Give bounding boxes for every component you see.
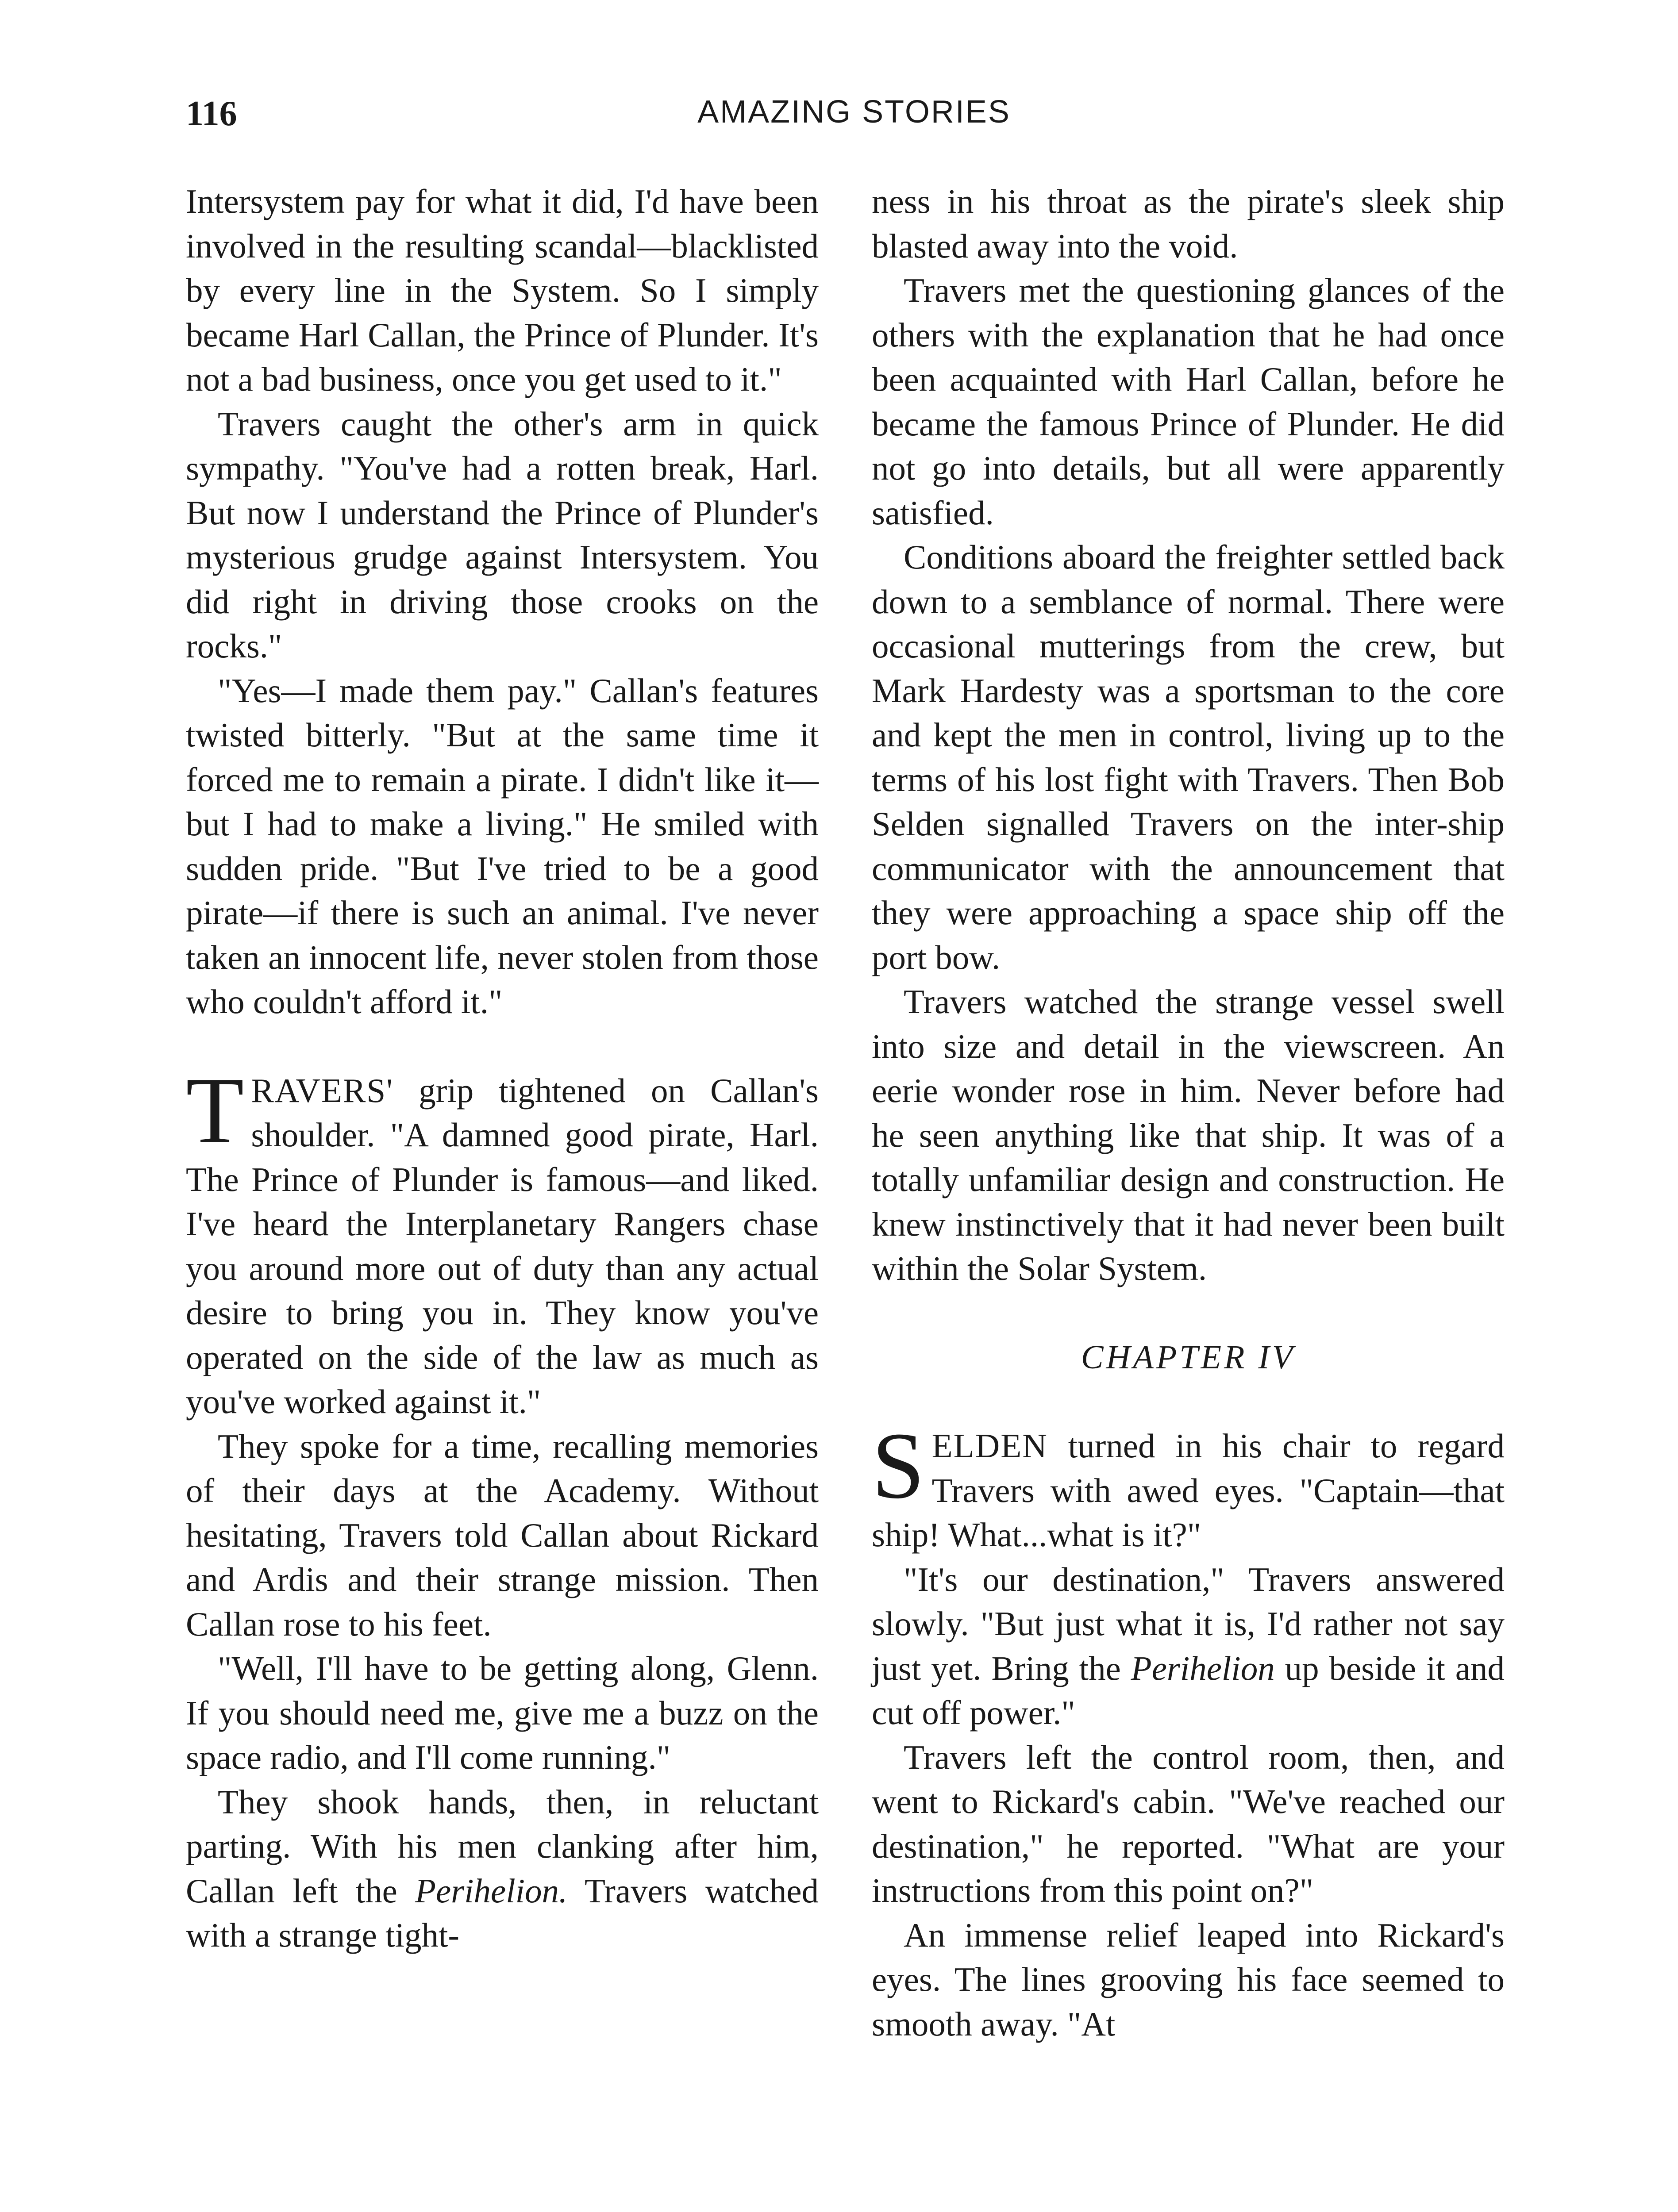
paragraph: They spoke for a time, recalling memories of their days at the Academy. Without hesitating, Travers told Callan about Rickard and Ardis and their strange mission. Then Callan rose to his feet. (186, 1427, 819, 1643)
paragraph-with-drop-cap (872, 1413, 1505, 1557)
paragraph: ness in his throat as the pirate's sleek ship blasted away into the void. (872, 182, 1505, 265)
paragraph-text: Travers watched with a strange tight- (186, 1871, 819, 1954)
paragraph (186, 1780, 819, 1958)
paragraph: Intersystem pay for what it did, I'd have been involved in the resulting scandal—blacklisted by every line in the System. So I simply became Harl Callan, the Prince of Plunder. It's not a bad business, once you get used to it." (186, 182, 819, 398)
paragraph: Conditions aboard the freighter settled back down to a semblance of normal. There were occasional mutterings from the crew, but Mark Hardesty was a sportsman to the core and kept the men in control, living up to the terms of his lost fight with Travers. Then Bob Selden signalled Travers on the inter-ship communicator with the announcement that they were approaching a space ship off the port bow. (872, 538, 1505, 976)
left-column (186, 179, 819, 1958)
lead-in-word: ELDEN (931, 1427, 1048, 1465)
paragraph-with-drop-cap (186, 1057, 819, 1424)
paragraph-text: "It's our destination," Travers answered slowly. "But just what it is, I'd rather not say just yet. Bring the (872, 1560, 1505, 1687)
page-number: 116 (186, 94, 237, 133)
paragraph-text: turned in his chair to regard Travers with awed eyes. "Captain—that ship! What...what is it?" (872, 1427, 1505, 1554)
paragraph-text: They shook hands, then, in reluctant parting. With his men clanking after him, Callan left the (186, 1782, 819, 1910)
paragraph-text: grip tightened on Callan's shoulder. "A damned good pirate, Harl. The Prince of Plunder is famous—and liked. I've heard the Interplanetary Rangers chase you around more out of duty than any actual desire to bring you in. They know you've operated on the side of the law as much as you've worked against it." (186, 1071, 819, 1421)
page-header (186, 94, 1522, 147)
paragraph: "Well, I'll have to be getting along, Glenn. If you should need me, give me a buzz on the space radio, and I'll come running." (186, 1649, 819, 1776)
drop-cap: S (872, 1413, 925, 1518)
paragraph-text: up beside it and cut off power." (872, 1649, 1505, 1732)
running-title: AMAZING STORIES (697, 94, 1011, 130)
chapter-heading: CHAPTER IV (1081, 1338, 1296, 1376)
paragraph: Travers caught the other's arm in quick sympathy. "You've had a rotten break, Harl. But now I understand the Prince of Plunder's mysterious grudge against Intersystem. You did right in driving those crooks on the rocks." (186, 404, 819, 665)
drop-cap: T (186, 1057, 244, 1163)
paragraph: Travers left the control room, then, and went to Rickard's cabin. "We've reached our destination," he reported. "What are your instructions from this point on?" (872, 1738, 1505, 1909)
ship-name: Perihelion. (415, 1871, 568, 1910)
paragraph: "Yes—I made them pay." Callan's features twisted bitterly. "But at the same time it forced me to remain a pirate. I didn't like it—but I had to make a living." He smiled with sudden pride. "But I've tried to be a good pirate—if there is such an animal. I've never taken an innocent life, never stolen from those who couldn't afford it." (186, 671, 819, 1021)
paragraph (872, 1557, 1505, 1735)
lead-in-word: RAVERS' (251, 1071, 394, 1110)
paragraph: Travers met the questioning glances of the others with the explanation that he had once been acquainted with Harl Callan, before he became the famous Prince of Plunder. He did not go into details, but all were apparently satisfied. (872, 271, 1505, 532)
ship-name: Perihelion (1131, 1649, 1275, 1687)
paragraph: An immense relief leaped into Rickard's eyes. The lines grooving his face seemed to smooth away. "At (872, 1916, 1505, 2043)
right-column (872, 179, 1505, 2046)
paragraph: Travers watched the strange vessel swell into size and detail in the viewscreen. An eerie wonder rose in him. Never before had he seen anything like that ship. It was of a totally unfamiliar design and construction. He knew instinctively that it had never been built within the Solar System. (872, 983, 1505, 1287)
